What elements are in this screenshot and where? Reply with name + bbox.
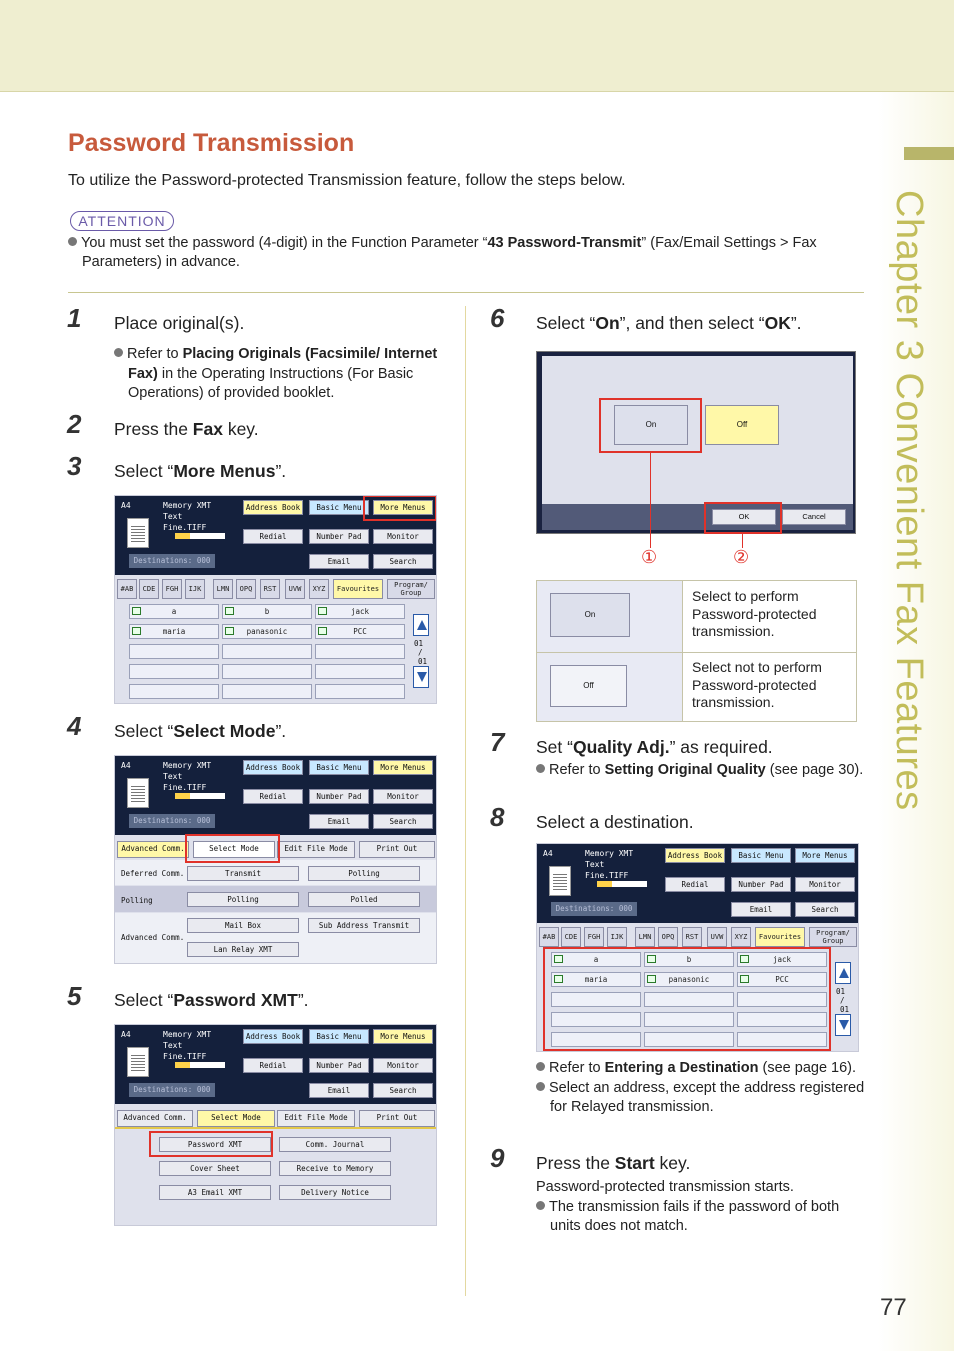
highlight-box	[185, 834, 280, 863]
document-icon	[127, 778, 149, 808]
destinations-count: Destinations: 000	[129, 554, 215, 568]
off-option-button: Off	[550, 665, 627, 707]
page-indicator: 01 / 01	[836, 987, 850, 1014]
empty-entry[interactable]	[315, 684, 405, 699]
highlight-box	[543, 947, 831, 1051]
address-entry[interactable]: a	[551, 952, 641, 967]
fax-screen-destination	[536, 843, 859, 1052]
cancel-button[interactable]: Cancel	[782, 509, 846, 525]
destinations-count: Destinations: 000	[551, 902, 637, 916]
receive-to-memory-button[interactable]: Receive to Memory	[279, 1161, 391, 1176]
bullet-icon	[68, 237, 77, 246]
basic-menu-button[interactable]: Basic Menu	[309, 500, 369, 515]
empty-entry[interactable]	[129, 684, 219, 699]
document-icon	[127, 518, 149, 548]
attention-note: You must set the password (4-digit) in the Function Parameter “43 Password-Transmit” (Fax/Email Settings > Fax Parameters) in advance.	[68, 234, 868, 272]
index-tabs: #AB CDE FGH IJK LMN OPQ RST UVW XYZ Favourites Program/ Group	[537, 927, 858, 947]
section-title: Password Transmission	[68, 129, 355, 157]
page-number: 77	[880, 1294, 907, 1321]
polling-button[interactable]: Polling	[308, 866, 420, 881]
email-button[interactable]: Email	[309, 554, 369, 569]
step-text: Select “More Menus”.	[114, 461, 287, 481]
monitor-button[interactable]: Monitor	[795, 877, 855, 892]
on-description: Select to perform Password-protected transmission.	[692, 588, 817, 639]
step-notes: Password-protected transmission starts. The transmission fails if the password of both units does not match.	[536, 1179, 840, 1234]
top-band	[0, 0, 954, 92]
off-description: Select not to perform Password-protected transmission.	[692, 659, 822, 710]
polling-button[interactable]: Polling	[187, 892, 299, 907]
address-book-button[interactable]: Address Book	[243, 1029, 303, 1044]
redial-button[interactable]: Redial	[243, 1058, 303, 1073]
empty-entry[interactable]	[129, 644, 219, 659]
attention-badge: ATTENTION	[70, 211, 174, 231]
on-option-button: On	[550, 593, 630, 637]
chapter-title: Chapter 3 Convenient Fax Features	[888, 190, 930, 811]
step-number: 3	[67, 451, 82, 481]
bullet-icon	[114, 348, 123, 357]
address-entry[interactable]: jack	[315, 604, 405, 619]
step-text: Press the Fax key.	[114, 419, 259, 439]
step-number: 8	[490, 802, 505, 832]
address-entry[interactable]: jack	[737, 952, 827, 967]
a3-email-xmt-button[interactable]: A3 Email XMT	[159, 1185, 271, 1200]
more-menus-button[interactable]: More Menus	[373, 500, 433, 515]
highlight-box	[704, 502, 782, 534]
intro-text: To utilize the Password-protected Transmission feature, follow the steps below.	[68, 172, 626, 189]
step-number: 5	[67, 981, 82, 1011]
memory-gauge	[175, 533, 225, 539]
cover-sheet-button[interactable]: Cover Sheet	[159, 1161, 271, 1176]
chapter-tab-marker	[904, 147, 954, 160]
row-label: Deferred Comm.	[121, 869, 185, 878]
tab-edit-file-mode[interactable]: Edit File Mode	[277, 1110, 355, 1127]
destinations-count: Destinations: 000	[129, 1083, 215, 1097]
password-xmt-button[interactable]: Password XMT	[159, 1137, 271, 1152]
address-entry[interactable]: b	[222, 604, 312, 619]
scroll-down-icon[interactable]	[835, 1014, 851, 1036]
email-button[interactable]: Email	[309, 1083, 369, 1098]
off-button[interactable]: Off	[705, 405, 779, 445]
monitor-button[interactable]: Monitor	[373, 529, 433, 544]
step-number: 1	[67, 303, 82, 333]
fax-screen-more-menus	[114, 495, 437, 704]
empty-entry[interactable]	[222, 684, 312, 699]
step-number: 7	[490, 727, 505, 757]
screen-header: A4 Memory XMT Text Fine.TIFF Destinations: 000 Address Book Basic Menu More Menus Redial Number Pad Monitor Email Search	[537, 844, 858, 923]
bullet-icon	[536, 764, 545, 773]
redial-button[interactable]: Redial	[243, 789, 303, 804]
callout-line	[650, 453, 651, 548]
more-menus-button[interactable]: More Menus	[373, 1029, 433, 1044]
address-book-button[interactable]: Address Book	[665, 848, 725, 863]
scroll-up-icon[interactable]	[413, 614, 429, 636]
address-book-button[interactable]: Address Book	[243, 500, 303, 515]
step-text: Press the Start key.	[536, 1153, 691, 1173]
lan-relay-xmt-button[interactable]: Lan Relay XMT	[187, 942, 299, 957]
email-button[interactable]: Email	[309, 814, 369, 829]
tab-print-out[interactable]: Print Out	[359, 1110, 435, 1127]
tab-advanced-comm[interactable]: Advanced Comm.	[117, 1110, 193, 1127]
empty-entry[interactable]	[315, 644, 405, 659]
step-text: Set “Quality Adj.” as required.	[536, 737, 773, 757]
more-menus-button[interactable]: More Menus	[795, 848, 855, 863]
highlight-box	[363, 495, 437, 521]
ok-button[interactable]: OK	[712, 509, 776, 525]
polled-button[interactable]: Polled	[308, 892, 420, 907]
address-entry[interactable]: maria	[551, 972, 641, 987]
monitor-button[interactable]: Monitor	[373, 789, 433, 804]
row-label: Advanced Comm.	[121, 933, 185, 942]
scroll-up-icon[interactable]	[835, 962, 851, 984]
tab-select-mode[interactable]: Select Mode	[197, 1110, 275, 1127]
step-note: Refer to Setting Original Quality (see page 30).	[536, 761, 866, 781]
monitor-button[interactable]: Monitor	[373, 1058, 433, 1073]
screen-header: A4 Memory XMT Text Fine.TIFF Destinations: 000 Address Book Basic Menu More Menus Redial Number Pad Monitor Email Search	[115, 496, 436, 575]
mail-box-button[interactable]: Mail Box	[187, 918, 299, 933]
search-button[interactable]: Search	[795, 902, 855, 917]
divider	[68, 292, 864, 293]
basic-menu-button[interactable]: Basic Menu	[309, 1029, 369, 1044]
number-pad-button[interactable]: Number Pad	[731, 877, 791, 892]
callout-line	[742, 534, 743, 548]
number-pad-button[interactable]: Number Pad	[309, 1058, 369, 1073]
basic-menu-button[interactable]: Basic Menu	[309, 760, 369, 775]
memory-gauge	[175, 793, 225, 799]
step-text: Select “Select Mode”.	[114, 721, 287, 741]
step-number: 9	[490, 1143, 505, 1173]
step-text: Select a destination.	[536, 812, 694, 832]
bullet-icon	[536, 1201, 545, 1210]
document-icon	[549, 866, 571, 896]
tab-advanced-comm[interactable]: Advanced Comm.	[117, 841, 189, 858]
tab-select-mode[interactable]: Select Mode	[193, 841, 275, 858]
address-entry[interactable]: b	[644, 952, 734, 967]
document-icon	[127, 1047, 149, 1077]
sub-address-transmit-button[interactable]: Sub Address Transmit	[308, 918, 420, 933]
screen-header: A4 Memory XMT Text Fine.TIFF Destinations: 000 Address Book Basic Menu More Menus Redial Number Pad Monitor Email Search	[115, 756, 436, 835]
transmit-button[interactable]: Transmit	[187, 866, 299, 881]
step-notes: Refer to Entering a Destination (see page 16). Select an address, except the address registered for Relayed transmission.	[536, 1059, 866, 1118]
scroll-down-icon[interactable]	[413, 666, 429, 688]
memory-gauge	[175, 1062, 225, 1068]
screen-header: A4 Memory XMT Text Fine.TIFF Destinations: 000 Address Book Basic Menu More Menus Redial Number Pad Monitor Email Search	[115, 1025, 436, 1104]
option-table	[536, 580, 857, 722]
step-text: Select “Password XMT”.	[114, 990, 309, 1010]
index-tabs: #AB CDE FGH IJK LMN OPQ RST UVW XYZ Favourites Program/ Group	[115, 579, 436, 599]
search-button[interactable]: Search	[373, 1083, 433, 1098]
step-number: 6	[490, 303, 505, 333]
empty-entry[interactable]	[129, 664, 219, 679]
search-button[interactable]: Search	[373, 814, 433, 829]
address-entry[interactable]: PCC	[737, 972, 827, 987]
step-number: 4	[67, 711, 82, 741]
more-menus-button[interactable]: More Menus	[373, 760, 433, 775]
tab-edit-file-mode[interactable]: Edit File Mode	[277, 841, 355, 858]
bullet-icon	[536, 1082, 545, 1091]
address-entry[interactable]: maria	[129, 624, 219, 639]
destinations-count: Destinations: 000	[129, 814, 215, 828]
basic-menu-button[interactable]: Basic Menu	[731, 848, 791, 863]
highlight-box	[149, 1131, 273, 1157]
redial-button[interactable]: Redial	[243, 529, 303, 544]
highlight-box	[599, 398, 702, 453]
delivery-notice-button[interactable]: Delivery Notice	[279, 1185, 391, 1200]
fax-screen-password-xmt	[114, 1024, 437, 1226]
fax-screen-select-mode	[114, 755, 437, 964]
page-indicator: 01 / 01	[414, 639, 428, 666]
number-pad-button[interactable]: Number Pad	[309, 789, 369, 804]
empty-entry[interactable]	[315, 664, 405, 679]
search-button[interactable]: Search	[373, 554, 433, 569]
email-button[interactable]: Email	[731, 902, 791, 917]
address-entry[interactable]: a	[129, 604, 219, 619]
comm-journal-button[interactable]: Comm. Journal	[279, 1137, 391, 1152]
number-pad-button[interactable]: Number Pad	[309, 529, 369, 544]
tab-print-out[interactable]: Print Out	[359, 841, 435, 858]
address-book-button[interactable]: Address Book	[243, 760, 303, 775]
callout-1: ①	[641, 547, 658, 567]
on-button[interactable]: On	[614, 405, 688, 445]
bullet-icon	[536, 1062, 545, 1071]
empty-entry[interactable]	[222, 644, 312, 659]
column-divider	[465, 306, 466, 1296]
address-entry[interactable]: PCC	[315, 624, 405, 639]
callout-2: ②	[733, 547, 750, 567]
step-number: 2	[67, 409, 82, 439]
row-label: Polling	[121, 896, 153, 905]
step-text: Place original(s).	[114, 313, 245, 333]
redial-button[interactable]: Redial	[665, 877, 725, 892]
address-entry[interactable]: panasonic	[644, 972, 734, 987]
address-entry[interactable]: panasonic	[222, 624, 312, 639]
empty-entry[interactable]	[222, 664, 312, 679]
memory-gauge	[597, 881, 647, 887]
step-text: Select “On”, and then select “OK”.	[536, 313, 802, 333]
step-note: Refer to Placing Originals (Facsimile/ Internet Fax) in the Operating Instructions (For Basic Operations) of provided booklet.	[114, 345, 444, 404]
